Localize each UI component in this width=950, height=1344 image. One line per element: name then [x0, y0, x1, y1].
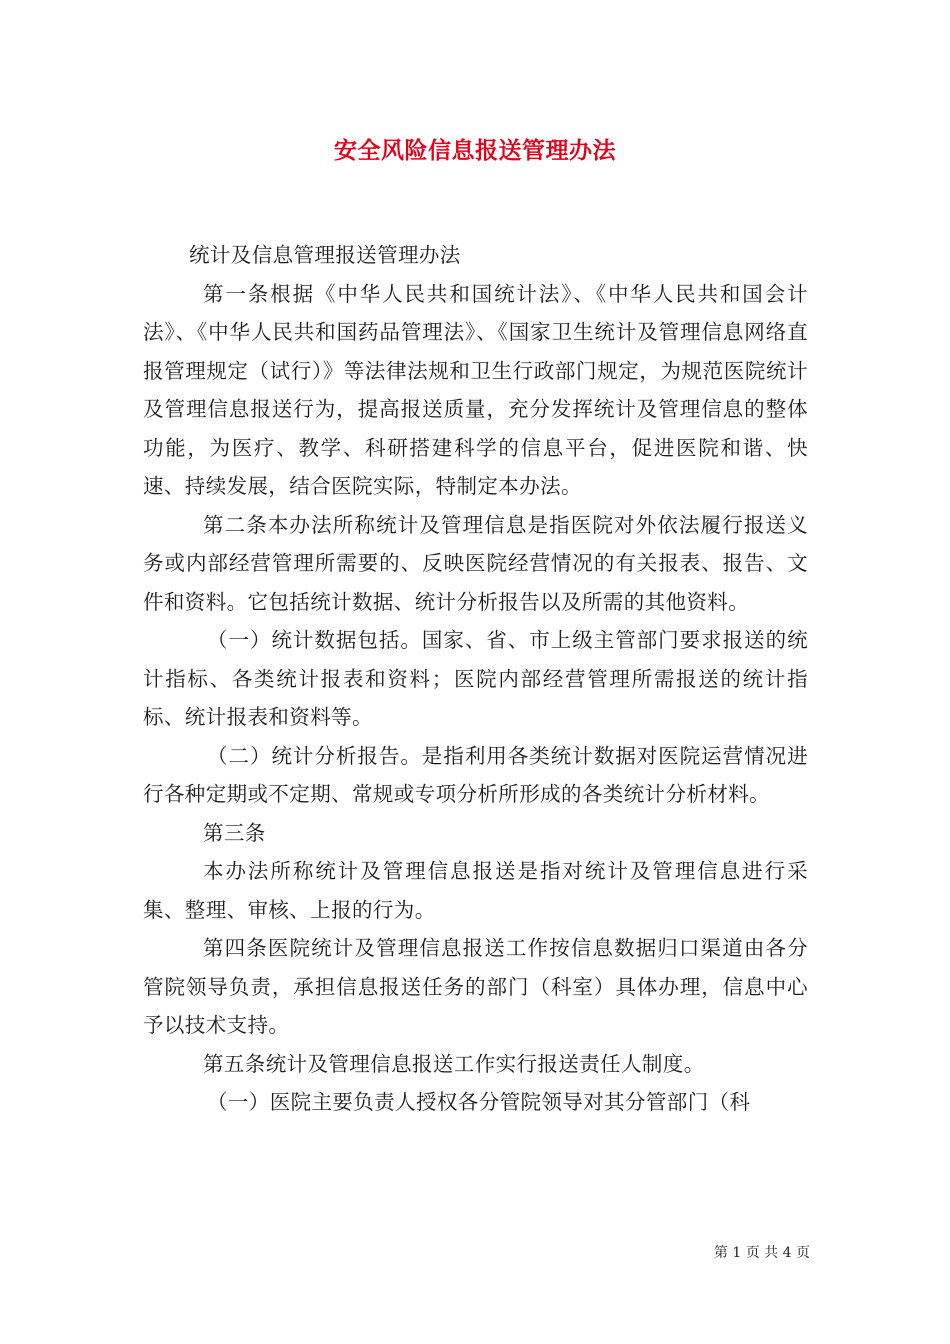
paragraph-article-5: 第五条统计及管理信息报送工作实行报送责任人制度。 — [203, 1051, 705, 1076]
paragraph-article-3: 本办法所称统计及管理信息报送是指对统计及管理信息进行采集、整理、审核、上报的行为。 — [143, 859, 808, 922]
paragraph-article-4: 第四条医院统计及管理信息报送工作按信息数据归口渠道由各分管院领导负责，承担信息报送任务的部门（科室）具体办理，信息中心予以技术支持。 — [143, 936, 808, 1037]
document-body — [143, 236, 808, 1122]
paragraph-article-2: 第二条本办法所称统计及管理信息是指医院对外依法履行报送义务或内部经营管理所需要的、反映医院经营情况的有关报表、报告、文件和资料。它包括统计数据、统计分析报告以及所需的其他资料。 — [143, 512, 808, 614]
section-heading: 统计及信息管理报送管理办法 — [189, 243, 461, 267]
paragraph-article-3-heading: 第三条 — [203, 820, 266, 845]
paragraph-article-5-item-1: （一）医院主要负责人授权各分管院领导对其分管部门（科 — [207, 1090, 751, 1114]
paragraph-item-1: （一）统计数据包括。国家、省、市上级主管部门要求报送的统计指标、各类统计报表和资料；医院内部经营管理所需报送的统计指标、统计报表和资料等。 — [143, 628, 808, 729]
paragraph-item-2: （二）统计分析报告。是指利用各类统计数据对医院运营情况进行各种定期或不定期、常规或专项分析所形成的各类统计分析材料。 — [143, 743, 808, 806]
page-number: 第 1 页 共 4 页 — [713, 1245, 810, 1261]
paragraph-article-1: 第一条根据《中华人民共和国统计法》、《中华人民共和国会计法》、《中华人民共和国药品管理法》、《国家卫生统计及管理信息网络直报管理规定（试行）》等法律法规和卫生行政部门规定，为规范医院统计及管理信息报送行为，提高报送质量，充分发挥统计及管理信息的整体功能，为医疗、教学、科研搭建科学的信息平台，促进医院和谐、快速、持续发展，结合医院实际，特制定本办法。 — [143, 281, 808, 498]
document-title: 安全风险信息报送管理办法 — [334, 138, 616, 164]
